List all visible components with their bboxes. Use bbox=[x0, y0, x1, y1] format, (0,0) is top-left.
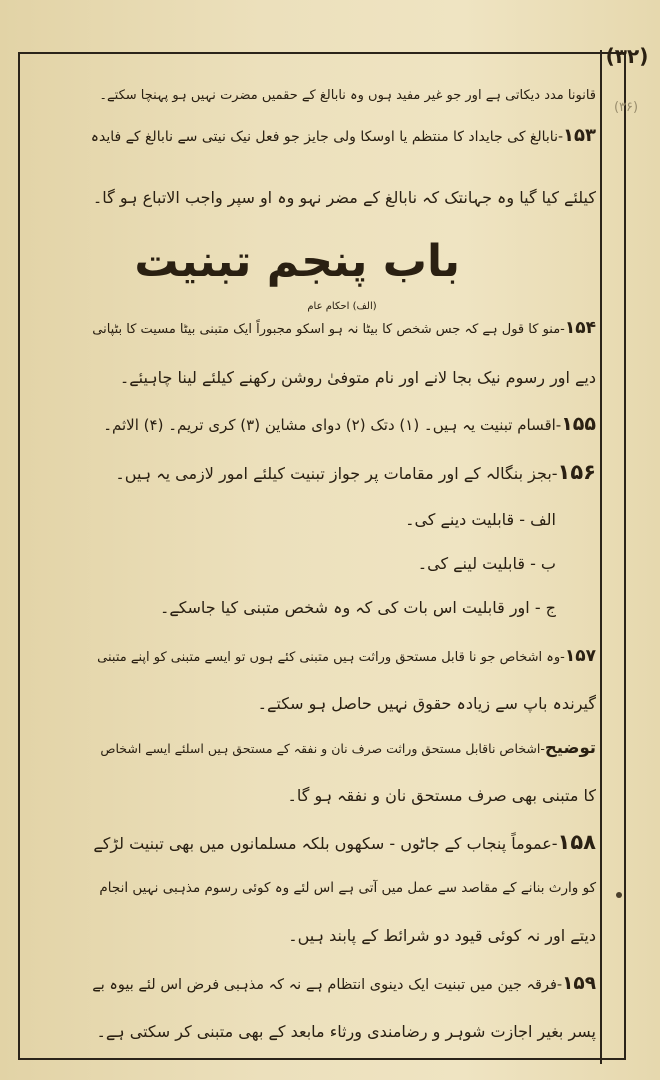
line-text: کو وارث بنانے کے مقاصد سے عمل میں آتی ہے اس لئے وہ کوئی رسوم مذہبی نہیں انجام bbox=[99, 880, 596, 896]
line-text: کیلئے کیا گیا وہ جہانتک کہ نابالغ کے مضر نہو وہ او سپر واجب الاتباع ہو گا۔ bbox=[92, 188, 596, 207]
text-line bbox=[91, 124, 596, 149]
text-line bbox=[99, 84, 596, 108]
text-line bbox=[97, 644, 596, 670]
line-text: -عموماً پنجاب کے جاٹوں - سکھوں بلکہ مسلمانوں میں بھی تبنیت لڑکے bbox=[93, 834, 558, 853]
section-number: ۱۵۶ bbox=[557, 460, 596, 484]
ink-mark bbox=[616, 892, 622, 898]
text-line bbox=[115, 460, 596, 486]
line-text: کا متبنی بھی صرف مستحق نان و نفقہ ہو گا۔ bbox=[287, 786, 596, 805]
line-text: -فرقہ جین میں تبنیت ایک دینوی انتظام ہے نہ کہ مذہبی فرض اس لئے بیوہ بے bbox=[92, 977, 563, 993]
page-number: (۳۲) bbox=[605, 44, 649, 68]
line-text: -اقسام تبنیت یہ ہیں۔ (۱) دتک (۲) دوای مشاین (۳) کری تریم۔ (۴) الاثم۔ bbox=[103, 416, 562, 434]
text-line bbox=[258, 692, 596, 716]
page-margin-rule bbox=[600, 50, 602, 1064]
line-text: -نابالغ کی جایداد کا منتظم یا اوسکا ولی جایز جو فعل نیک نیتی سے نابالغ کے فایدہ bbox=[90, 129, 564, 145]
line-text: ج - اور قابلیت اس بات کی کہ وہ شخص متبنی کیا جاسکے۔ bbox=[159, 598, 556, 617]
text-line bbox=[92, 316, 596, 342]
line-text: الف - قابلیت دینے کی۔ bbox=[405, 510, 556, 529]
line-text: -منو کا قول ہے کہ جس شخص کا بیٹا نہ ہو اسکو مجبوراً ایک متبنی بیٹا مسیت کا بٹپانی bbox=[92, 322, 565, 337]
section-number: ۱۵۹ bbox=[562, 973, 596, 994]
line-text: -اشخاص ناقابل مستحق وراثت صرف نان و نفقہ کے مستحق ہیں اسلئے ایسے اشخاص bbox=[100, 741, 545, 756]
section-number: ۱۵۴ bbox=[564, 318, 596, 338]
text-line bbox=[405, 508, 556, 532]
section-number: ۱۵۳ bbox=[563, 125, 596, 146]
line-text: -بجز بنگالہ کے اور مقامات پر جواز تبنیت کیلئے امور لازمی یہ ہیں۔ bbox=[115, 464, 558, 483]
text-line bbox=[92, 972, 596, 997]
line-text: دیتے اور نہ کوئی قیود دو شرائط کے پابند ہیں۔ bbox=[288, 926, 596, 945]
line-text: قانونا مدد دیکاتی ہے اور جو غیر مفید ہوں وہ نابالغ کے حقمیں مضرت نہیں ہو پہنچا سکتے۔ bbox=[99, 88, 596, 103]
text-line bbox=[103, 412, 596, 437]
chapter-subheading: (الف) احکام عام bbox=[307, 301, 377, 312]
note-label: توضیح bbox=[544, 738, 596, 757]
text-line bbox=[93, 830, 596, 856]
line-text: گیرندہ باپ سے زیادہ حقوق نہیں حاصل ہو سکتے۔ bbox=[257, 694, 596, 713]
line-text: ب - قابلیت لینے کی۔ bbox=[417, 554, 556, 573]
chapter-heading: باب پنجم تبنیت bbox=[134, 236, 460, 287]
section-number: ۱۵۷ bbox=[564, 646, 596, 666]
text-line bbox=[288, 784, 597, 808]
text-line bbox=[93, 186, 596, 210]
section-number: ۱۵۵ bbox=[561, 413, 596, 435]
text-line bbox=[418, 552, 556, 576]
text-line bbox=[97, 1020, 596, 1044]
line-text: دیے اور رسوم نیک بجا لانے اور نام متوفیٰ روشن رکھنے کیلئے لینا چاہیئے۔ bbox=[119, 368, 596, 387]
line-text: -وہ اشخاص جو نا قابل مستحق وراثت ہیں متبنی کئے ہوں تو ایسے متبنی کو اپنے متبنی bbox=[97, 650, 565, 665]
text-line bbox=[99, 876, 596, 900]
line-text: پسر بغیر اجازت شوہر و رضامندی ورثاء مابعد کے بھی متبنی کر سکتی ہے۔ bbox=[96, 1022, 596, 1041]
text-line bbox=[288, 924, 596, 948]
text-line bbox=[160, 596, 556, 620]
section-number: ۱۵۸ bbox=[557, 830, 596, 854]
faint-page-number: (۳۶) bbox=[613, 100, 639, 115]
text-line bbox=[100, 736, 596, 761]
text-line bbox=[120, 366, 596, 390]
